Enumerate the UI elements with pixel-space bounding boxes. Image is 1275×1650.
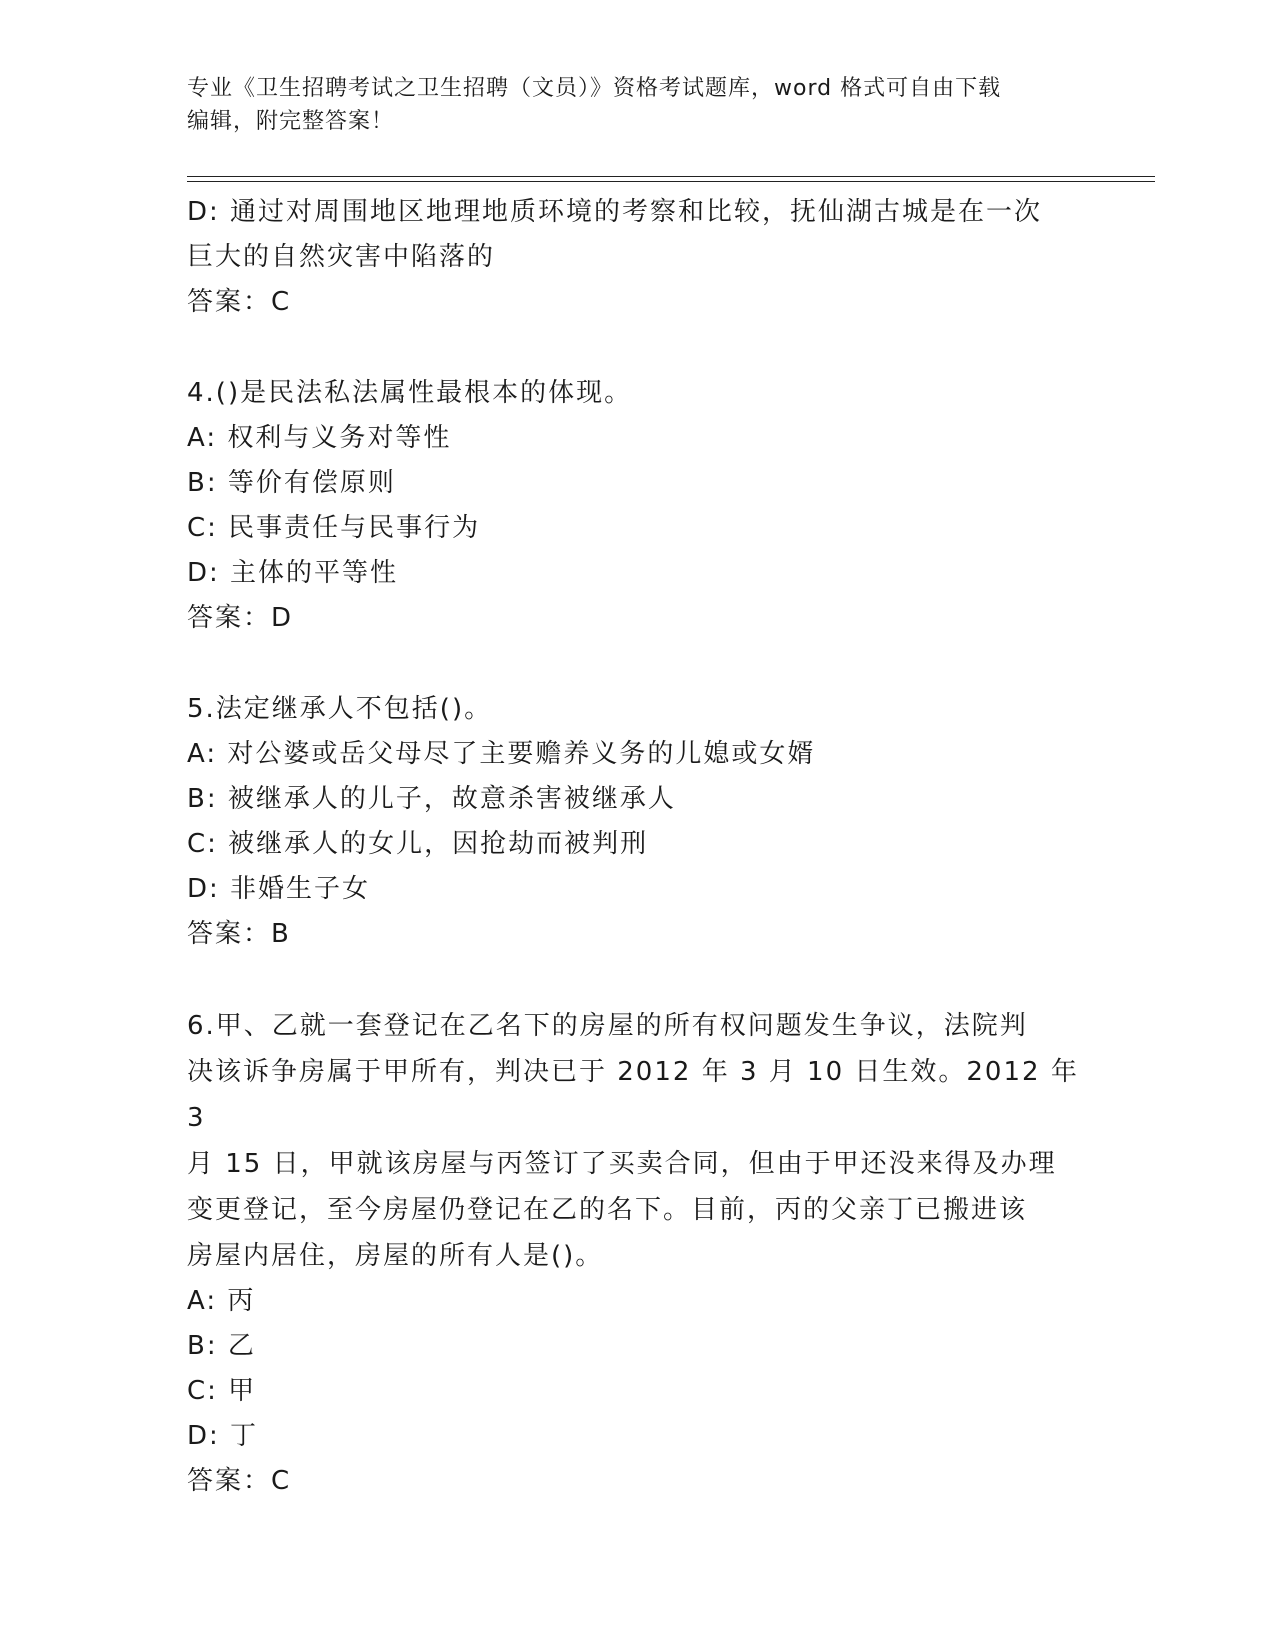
question-5: [187, 687, 1087, 957]
question-stem-line-5: 房屋内居住，房屋的所有人是()。: [187, 1241, 604, 1271]
answer-q5: 答案：B: [187, 919, 291, 949]
option-c: C: 甲: [187, 1376, 257, 1406]
option-d: D: 非婚生子女: [187, 874, 371, 904]
answer-q4: 答案：D: [187, 603, 294, 633]
question-stem-line-1: 6.甲、乙就一套登记在乙名下的房屋的所有权问题发生争议，法院判: [187, 1011, 1028, 1041]
header-rule-bottom: [187, 181, 1155, 182]
spacer: [187, 957, 1087, 1003]
question-stem-line-3: 月 15 日，甲就该房屋与丙签订了买卖合同，但由于甲还没来得及办理: [187, 1149, 1057, 1179]
question-stem: 4.()是民法私法属性最根本的体现。: [187, 378, 633, 408]
header-line-2: 编辑，附完整答案！: [187, 109, 395, 134]
option-b: B: 等价有偿原则: [187, 468, 396, 498]
question-stem-line-4: 变更登记，至今房屋仍登记在乙的名下。目前，丙的父亲丁已搬进该: [187, 1195, 1028, 1225]
document-header: [187, 72, 1087, 138]
option-a: A: 权利与义务对等性: [187, 423, 452, 453]
header-rule-top: [187, 176, 1155, 177]
answer-q3: 答案：C: [187, 287, 292, 317]
option-b: B: 乙: [187, 1331, 256, 1361]
question-body: [187, 190, 1087, 1504]
question-3-tail: [187, 190, 1087, 325]
option-c: C: 被继承人的女儿，因抢劫而被判刑: [187, 829, 649, 859]
header-line-1: 专业《卫生招聘考试之卫生招聘（文员）》资格考试题库，word 格式可自由下载: [187, 76, 1002, 101]
option-d-line-1: D: 通过对周围地区地理地质环境的考察和比较，抚仙湖古城是在一次: [187, 197, 1043, 227]
question-4: [187, 371, 1087, 641]
question-stem: 5.法定继承人不包括()。: [187, 694, 493, 724]
question-6: [187, 1003, 1087, 1504]
spacer: [187, 641, 1087, 687]
answer-q6: 答案：C: [187, 1466, 292, 1496]
option-d: D: 丁: [187, 1421, 259, 1451]
option-d-line-2: 巨大的自然灾害中陷落的: [187, 242, 496, 272]
option-a: A: 丙: [187, 1286, 256, 1316]
option-b: B: 被继承人的儿子，故意杀害被继承人: [187, 784, 676, 814]
option-c: C: 民事责任与民事行为: [187, 513, 481, 543]
option-a: A: 对公婆或岳父母尽了主要赡养义务的儿媳或女婿: [187, 739, 816, 769]
question-stem-line-2: 决该诉争房属于甲所有，判决已于 2012 年 3 月 10 日生效。2012 年 3: [187, 1057, 1079, 1133]
option-d: D: 主体的平等性: [187, 558, 399, 588]
spacer: [187, 325, 1087, 371]
